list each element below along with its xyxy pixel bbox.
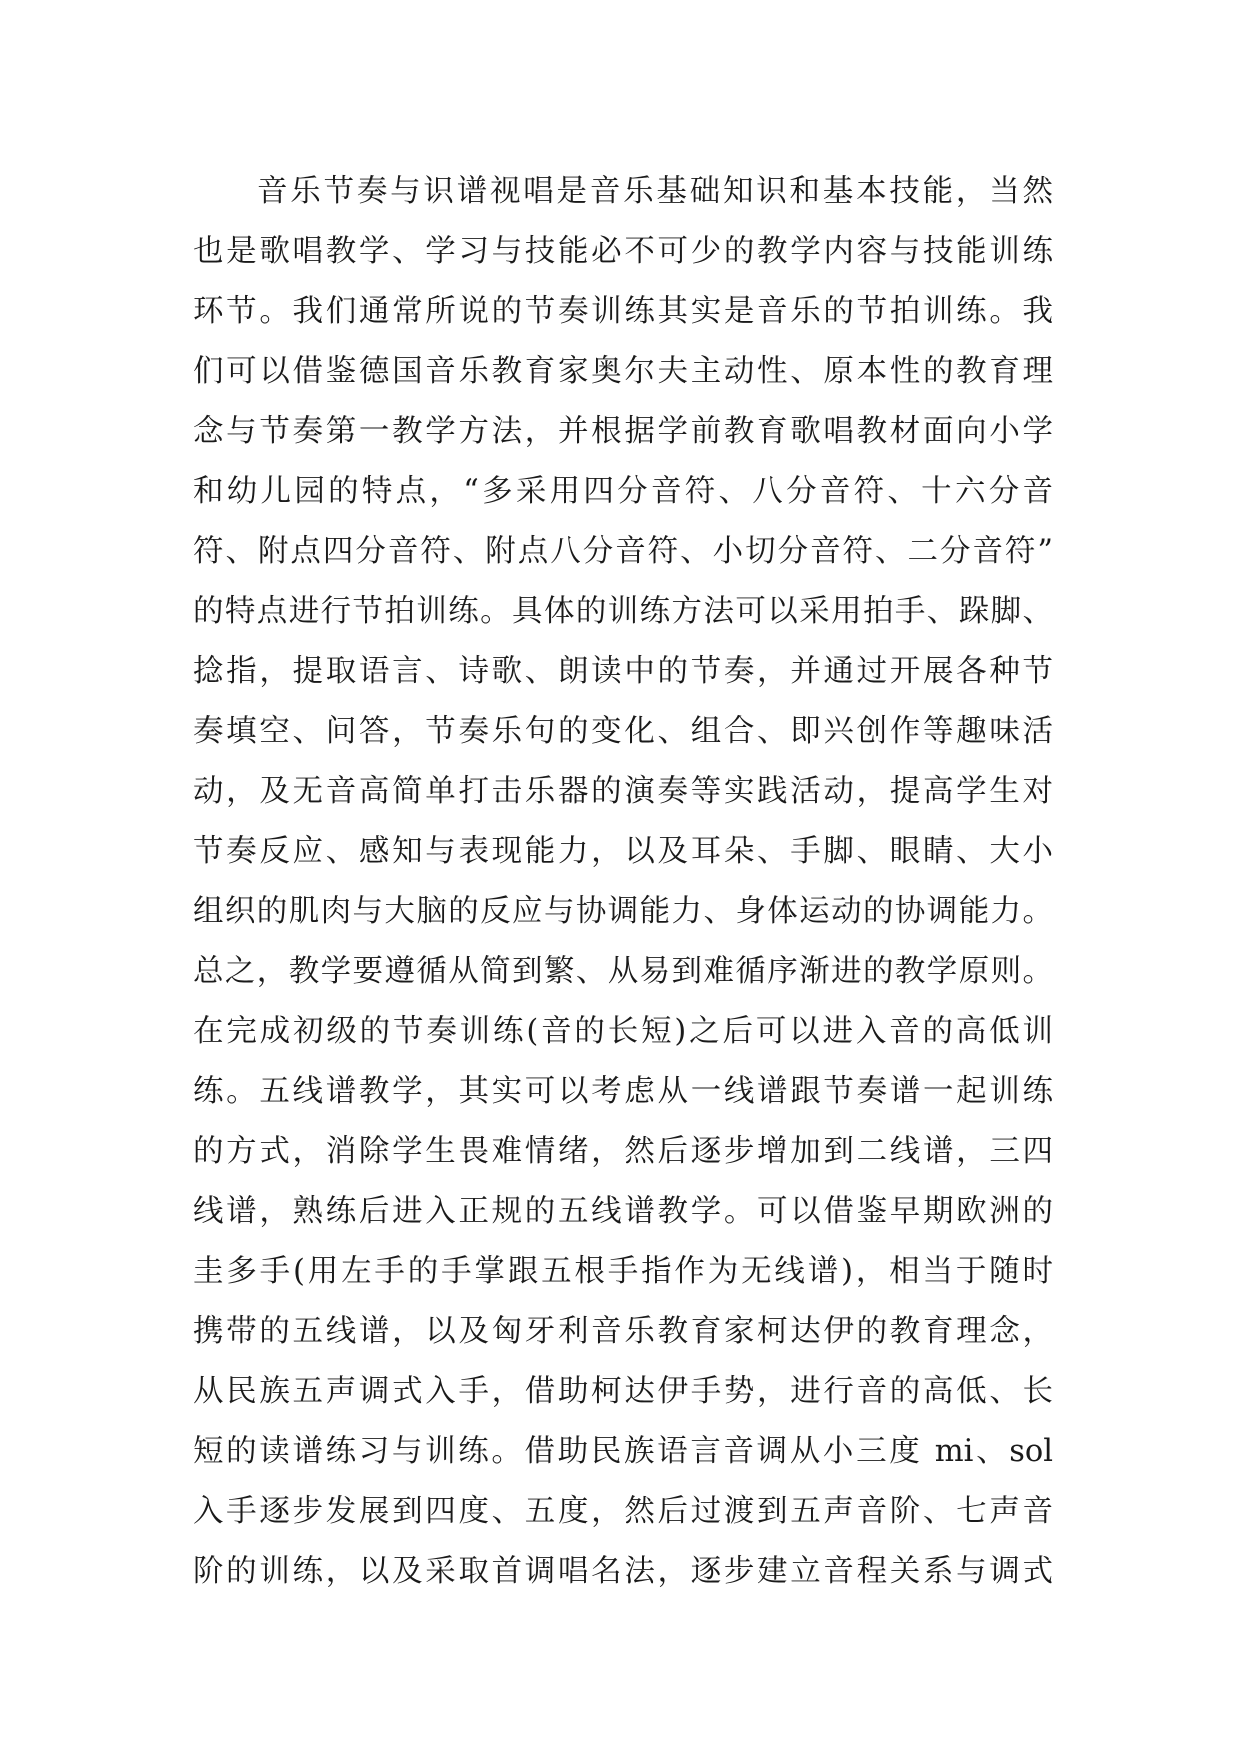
text-line-11: 动，及无音高简单打击乐器的演奏等实践活动，提高学生对 <box>193 774 1053 809</box>
text-line-23: 入手逐步发展到四度、五度，然后过渡到五声音阶、七声音 <box>193 1494 1053 1529</box>
text-line-19: 圭多手(用左手的手掌跟五根手指作为无线谱)，相当于随时 <box>193 1254 1053 1289</box>
text-line-4: 们可以借鉴德国音乐教育家奥尔夫主动性、原本性的教育理 <box>193 354 1053 389</box>
text-line-22: 短的读谱练习与训练。借助民族语言音调从小三度 mi、sol <box>193 1434 1053 1469</box>
text-line-18: 线谱，熟练后进入正规的五线谱教学。可以借鉴早期欧洲的 <box>193 1194 1053 1229</box>
text-line-14: 总之，教学要遵循从简到繁、从易到难循序渐进的教学原则。 <box>193 954 1053 989</box>
text-line-24: 阶的训练，以及采取首调唱名法，逐步建立音程关系与调式 <box>193 1554 1053 1589</box>
text-line-17: 的方式，消除学生畏难情绪，然后逐步增加到二线谱，三四 <box>193 1134 1053 1169</box>
text-line-10: 奏填空、问答，节奏乐句的变化、组合、即兴创作等趣味活 <box>193 714 1053 749</box>
text-line-13: 组织的肌肉与大脑的反应与协调能力、身体运动的协调能力。 <box>193 894 1053 929</box>
body-paragraph <box>193 162 1053 1602</box>
text-line-9: 捻指，提取语言、诗歌、朗读中的节奏，并通过开展各种节 <box>193 654 1053 689</box>
text-line-21: 从民族五声调式入手，借助柯达伊手势，进行音的高低、长 <box>193 1374 1053 1409</box>
text-line-5: 念与节奏第一教学方法，并根据学前教育歌唱教材面向小学 <box>193 414 1053 449</box>
text-line-1: 音乐节奏与识谱视唱是音乐基础知识和基本技能，当然 <box>257 174 1053 209</box>
text-line-15: 在完成初级的节奏训练(音的长短)之后可以进入音的高低训 <box>193 1014 1053 1049</box>
text-line-20: 携带的五线谱，以及匈牙利音乐教育家柯达伊的教育理念， <box>193 1314 1053 1349</box>
text-line-3: 环节。我们通常所说的节奏训练其实是音乐的节拍训练。我 <box>193 294 1053 329</box>
text-line-2: 也是歌唱教学、学习与技能必不可少的教学内容与技能训练 <box>193 234 1053 269</box>
text-line-8: 的特点进行节拍训练。具体的训练方法可以采用拍手、跺脚、 <box>193 594 1053 629</box>
text-line-12: 节奏反应、感知与表现能力，以及耳朵、手脚、眼睛、大小 <box>193 834 1053 869</box>
text-line-7: 符、附点四分音符、附点八分音符、小切分音符、二分音符” <box>193 534 1053 569</box>
text-line-6: 和幼儿园的特点，“多采用四分音符、八分音符、十六分音 <box>193 474 1053 509</box>
text-line-16: 练。五线谱教学，其实可以考虑从一线谱跟节奏谱一起训练 <box>193 1074 1053 1109</box>
